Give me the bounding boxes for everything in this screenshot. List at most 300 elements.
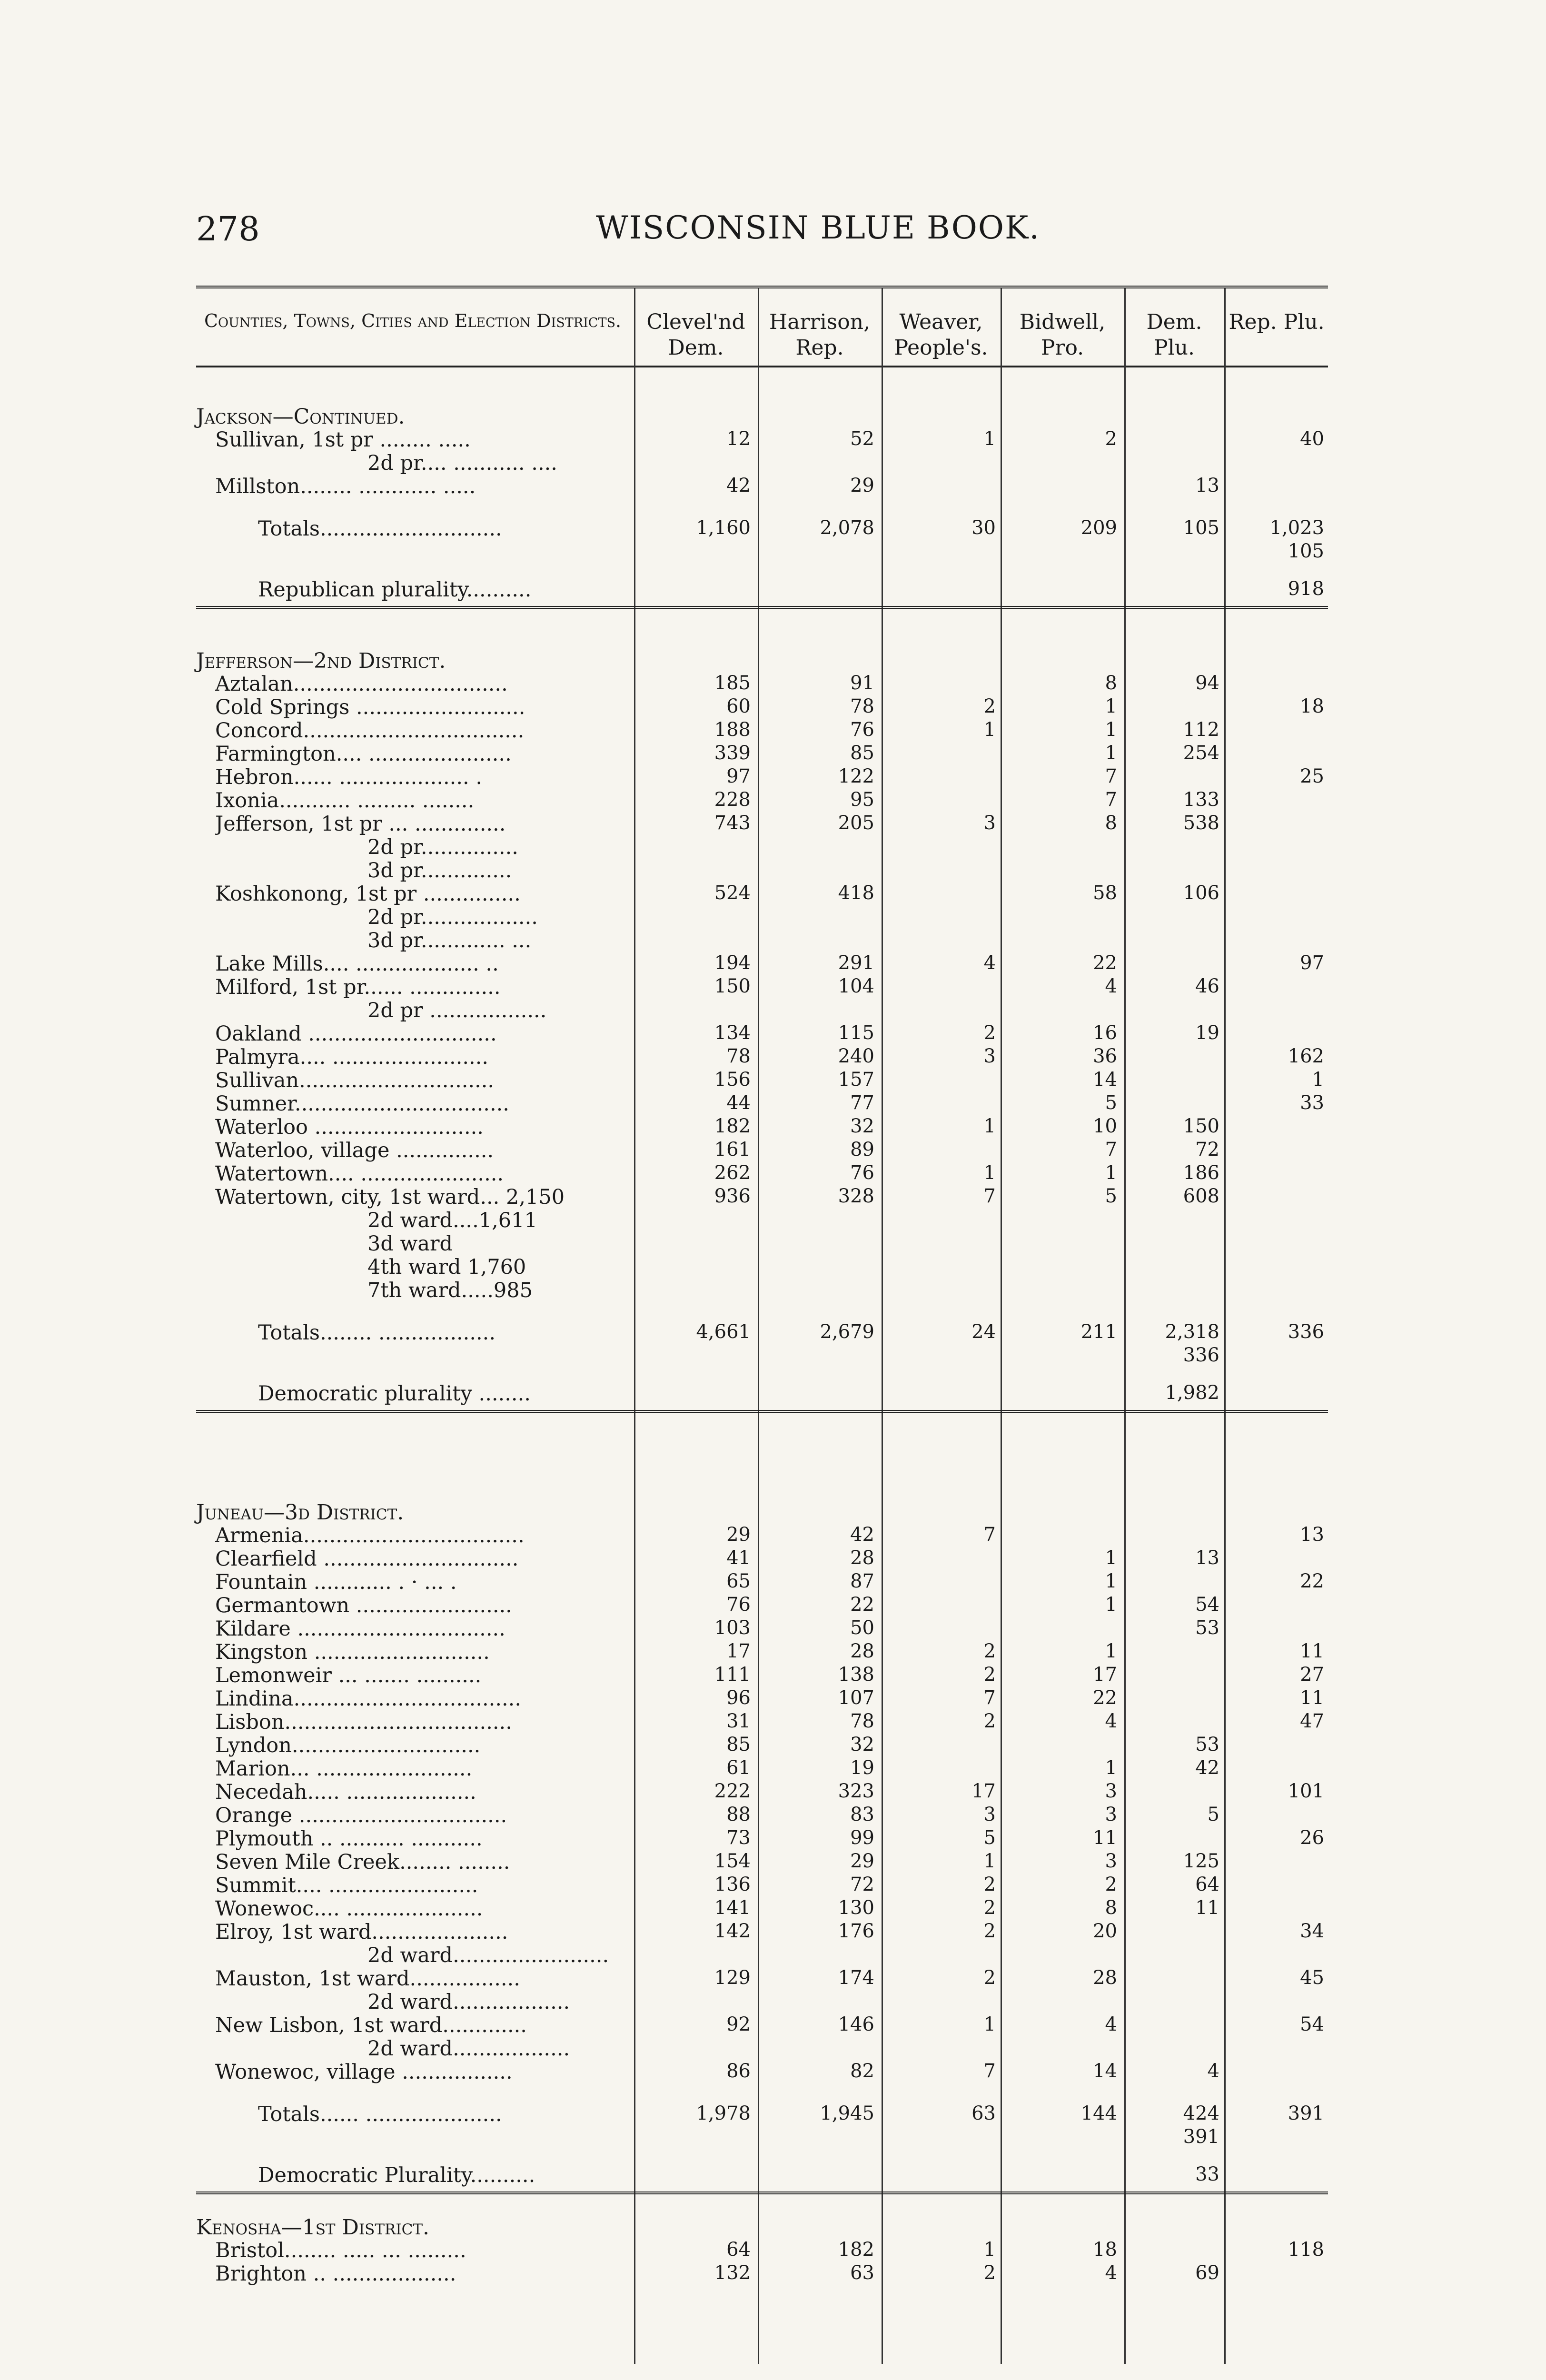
cell-dem: 12	[726, 428, 751, 450]
district-name: 2d ward........................	[367, 1944, 609, 1967]
cell-dem: 97	[726, 765, 751, 787]
cell-rep: 42	[850, 1524, 874, 1546]
cell-dplu: 538	[1183, 812, 1219, 834]
district-name: Kildare ................................	[215, 1617, 505, 1641]
total-rep: 2,679	[820, 1321, 874, 1343]
district-name: Lindina...................................	[215, 1687, 522, 1711]
cell-dplu: 64	[1195, 1874, 1219, 1895]
cell-dem: 743	[714, 812, 751, 834]
cell-dem: 185	[714, 672, 751, 694]
plurality-row	[196, 578, 1328, 601]
cell-bidwell: 1	[1105, 742, 1117, 764]
cell-rep: 115	[838, 1022, 874, 1044]
cell-rplu: 118	[1288, 2239, 1324, 2261]
cell-rep: 29	[850, 1850, 874, 1872]
header-dem-plu: Dem. Plu.	[1146, 310, 1202, 360]
district-name: 3d ward	[367, 1232, 453, 1256]
cell-dem: 103	[714, 1617, 751, 1639]
table-row	[196, 742, 1328, 765]
district-name: Kingston ...........................	[215, 1640, 490, 1664]
table-row	[196, 859, 1328, 882]
cell-dem: 936	[714, 1185, 751, 1207]
cell-dem: 154	[714, 1850, 751, 1872]
cell-rep: 32	[850, 1734, 874, 1755]
cell-bidwell: 14	[1093, 1069, 1117, 1091]
cell-dem: 156	[714, 1069, 751, 1091]
table-row	[196, 672, 1328, 695]
cell-dplu: 112	[1183, 719, 1219, 741]
district-name: Sullivan, 1st pr ........ .....	[215, 428, 471, 452]
table-row	[196, 1850, 1328, 1873]
cell-rplu: 162	[1288, 1045, 1324, 1067]
table-row	[196, 1920, 1328, 1943]
district-name: Fountain ............ . · ... .	[215, 1570, 457, 1594]
district-name: Plymouth .. .......... ...........	[215, 1827, 483, 1851]
cell-weaver: 4	[983, 952, 996, 974]
cell-bidwell: 17	[1093, 1664, 1117, 1686]
cell-rplu: 11	[1300, 1640, 1324, 1662]
cell-dplu: 254	[1183, 742, 1219, 764]
cell-rplu: 11	[1300, 1687, 1324, 1709]
cell-dplu: 11	[1195, 1897, 1219, 1919]
cell-bidwell: 4	[1105, 975, 1117, 997]
table-row	[196, 1897, 1328, 1920]
cell-dem: 129	[714, 1967, 751, 1989]
table-row	[196, 1664, 1328, 1686]
district-name: 2d pr ..................	[367, 999, 547, 1022]
section-separator	[196, 606, 1328, 609]
cell-bidwell: 22	[1093, 952, 1117, 974]
cell-weaver: 7	[983, 1687, 996, 1709]
table-row	[196, 1827, 1328, 1850]
cell-dem: 182	[714, 1115, 751, 1137]
cell-rplu: 101	[1288, 1780, 1324, 1802]
totals-subtrahend: 391	[1183, 2126, 1219, 2148]
table-row	[196, 695, 1328, 718]
table-row	[196, 1687, 1328, 1710]
district-name: Bristol........ ..... ... .........	[215, 2239, 466, 2262]
cell-rep: 85	[850, 742, 874, 764]
totals-subtrahend: 105	[1288, 540, 1324, 562]
cell-rep: 50	[850, 1617, 874, 1639]
cell-rplu: 13	[1300, 1524, 1324, 1546]
cell-rep: 78	[850, 695, 874, 717]
district-name: Milford, 1st pr...... ..............	[215, 975, 501, 999]
cell-weaver: 17	[971, 1780, 996, 1802]
cell-dplu: 13	[1195, 475, 1219, 496]
table-row	[196, 2060, 1328, 2083]
cell-weaver: 1	[983, 2239, 996, 2261]
page-header	[196, 209, 1328, 252]
cell-rep: 32	[850, 1115, 874, 1137]
cell-dem: 85	[726, 1734, 751, 1755]
cell-bidwell: 28	[1093, 1967, 1117, 1989]
cell-rplu: 40	[1300, 428, 1324, 450]
county-heading: Juneau—3d District.	[196, 1500, 404, 1525]
totals-label: Totals...... .....................	[258, 2102, 502, 2126]
cell-dem: 188	[714, 719, 751, 741]
table-row	[196, 952, 1328, 975]
district-name: Necedah..... ....................	[215, 1780, 476, 1804]
cell-weaver: 2	[983, 1640, 996, 1662]
header-rep-plu: Rep. Plu.	[1229, 310, 1325, 334]
county-heading: Kenosha—1st District.	[196, 2215, 429, 2240]
cell-dem: 142	[714, 1920, 751, 1942]
cell-bidwell: 16	[1093, 1022, 1117, 1044]
cell-bidwell: 14	[1093, 2060, 1117, 2082]
cell-bidwell: 1	[1105, 1547, 1117, 1569]
cell-rplu: 18	[1300, 695, 1324, 717]
plurality-row	[196, 2163, 1328, 2186]
totals-subtrahend: 336	[1183, 1344, 1219, 1366]
header-weaver: Weaver, People's.	[894, 310, 988, 360]
cell-weaver: 1	[983, 1115, 996, 1137]
cell-rplu: 25	[1300, 765, 1324, 787]
cell-rep: 91	[850, 672, 874, 694]
district-name: Lake Mills.... ................... ..	[215, 952, 499, 976]
cell-rep: 95	[850, 789, 874, 811]
cell-rep: 130	[838, 1897, 874, 1919]
table-row	[196, 1279, 1328, 1301]
table-row	[196, 1944, 1328, 1966]
total-rplu: 336	[1288, 1321, 1324, 1343]
cell-rplu: 45	[1300, 1967, 1324, 1989]
cell-dplu: 4	[1207, 2060, 1219, 2082]
cell-rep: 72	[850, 1874, 874, 1895]
cell-weaver: 2	[983, 695, 996, 717]
table-row	[196, 1757, 1328, 1780]
plurality-label: Republican plurality..........	[258, 578, 532, 602]
cell-rep: 174	[838, 1967, 874, 1989]
district-name: Marion... ........................	[215, 1757, 473, 1781]
cell-rep: 77	[850, 1092, 874, 1114]
cell-rep: 104	[838, 975, 874, 997]
cell-dem: 161	[714, 1139, 751, 1160]
total-dplu: 424	[1183, 2102, 1219, 2124]
cell-dplu: 186	[1183, 1162, 1219, 1184]
district-name: Palmyra.... ........................	[215, 1045, 489, 1069]
cell-rep: 418	[838, 882, 874, 904]
table-row	[196, 1162, 1328, 1185]
cell-bidwell: 8	[1105, 672, 1117, 694]
cell-rep: 19	[850, 1757, 874, 1779]
totals-subtraction-row	[196, 540, 1328, 563]
table-row	[196, 1594, 1328, 1616]
table-row	[196, 905, 1328, 928]
district-name: 2d ward..................	[367, 1990, 570, 2014]
district-name: Lemonweir ... ....... ..........	[215, 1664, 482, 1687]
table-row	[196, 1990, 1328, 2013]
cell-rep: 22	[850, 1594, 874, 1616]
cell-rep: 107	[838, 1687, 874, 1709]
cell-bidwell: 18	[1093, 2239, 1117, 2261]
cell-weaver: 1	[983, 428, 996, 450]
cell-bidwell: 58	[1093, 882, 1117, 904]
cell-bidwell: 1	[1105, 695, 1117, 717]
district-name: 2d pr.... ........... ....	[367, 451, 557, 475]
district-name: 2d pr..................	[367, 905, 538, 929]
table-row	[196, 765, 1328, 788]
district-name: 4th ward 1,760	[367, 1255, 526, 1279]
cell-dplu: 54	[1195, 1594, 1219, 1616]
table-row	[196, 1139, 1328, 1161]
cell-dem: 339	[714, 742, 751, 764]
table-row	[196, 1734, 1328, 1756]
cell-weaver: 7	[983, 1524, 996, 1546]
cell-rplu: 54	[1300, 2013, 1324, 2035]
cell-dem: 92	[726, 2013, 751, 2035]
table-row	[196, 999, 1328, 1021]
district-name: Clearfield ..............................	[215, 1547, 519, 1571]
cell-dem: 73	[726, 1827, 751, 1849]
cell-weaver: 3	[983, 812, 996, 834]
table-row	[196, 1710, 1328, 1733]
cell-rep: 138	[838, 1664, 874, 1686]
cell-dem: 132	[714, 2262, 751, 2284]
district-name: Koshkonong, 1st pr ...............	[215, 882, 521, 906]
district-name: Millston........ ............ .....	[215, 475, 476, 498]
cell-dplu: 94	[1195, 672, 1219, 694]
cell-rplu: 34	[1300, 1920, 1324, 1942]
table-row	[196, 2037, 1328, 2060]
cell-bidwell: 10	[1093, 1115, 1117, 1137]
cell-dem: 29	[726, 1524, 751, 1546]
cell-bidwell: 3	[1105, 1850, 1117, 1872]
district-name: Ixonia........... ......... ........	[215, 789, 475, 813]
cell-dem: 41	[726, 1547, 751, 1569]
table-row	[196, 475, 1328, 497]
cell-bidwell: 8	[1105, 1897, 1117, 1919]
cell-dplu: 72	[1195, 1139, 1219, 1160]
header-cleveland: Clevel'nd Dem.	[646, 310, 745, 360]
plurality-label: Democratic plurality ........	[258, 1382, 531, 1406]
section-separator	[196, 1410, 1328, 1413]
table-row	[196, 789, 1328, 812]
cell-dplu: 69	[1195, 2262, 1219, 2284]
cell-rep: 328	[838, 1185, 874, 1207]
plurality-value: 1,982	[1165, 1382, 1219, 1404]
district-name: Lyndon.............................	[215, 1734, 481, 1757]
table-row	[196, 1232, 1328, 1255]
header-counties: Counties, Towns, Cities and Election Districts.	[204, 310, 622, 331]
district-name: Orange ................................	[215, 1804, 507, 1827]
cell-dem: 222	[714, 1780, 751, 1802]
table-row	[196, 1045, 1328, 1068]
cell-bidwell: 5	[1105, 1185, 1117, 1207]
cell-weaver: 2	[983, 1967, 996, 1989]
county-heading: Jackson—Continued.	[196, 405, 405, 429]
total-rep: 1,945	[820, 2102, 874, 2124]
cell-weaver: 3	[983, 1045, 996, 1067]
cell-weaver: 7	[983, 1185, 996, 1207]
totals-subtraction-row	[196, 2126, 1328, 2149]
district-name: Oakland .............................	[215, 1022, 497, 1046]
district-name: Jefferson, 1st pr ... ..............	[215, 812, 506, 836]
cell-bidwell: 1	[1105, 1757, 1117, 1779]
totals-row	[196, 2102, 1328, 2125]
table-row	[196, 1967, 1328, 1990]
total-rplu: 391	[1288, 2102, 1324, 2124]
cell-bidwell: 1	[1105, 1162, 1117, 1184]
section-separator	[196, 2192, 1328, 2194]
table-row	[196, 1804, 1328, 1826]
total-bidwell: 211	[1080, 1321, 1117, 1343]
cell-rep: 89	[850, 1139, 874, 1160]
cell-dem: 96	[726, 1687, 751, 1709]
cell-weaver: 2	[983, 1710, 996, 1732]
table-row	[196, 1255, 1328, 1278]
cell-rep: 323	[838, 1780, 874, 1802]
totals-label: Totals........ ..................	[258, 1321, 496, 1345]
table-top-rule	[196, 286, 1328, 288]
cell-rep: 146	[838, 2013, 874, 2035]
cell-bidwell: 5	[1105, 1092, 1117, 1114]
district-name: Summit.... .......................	[215, 1874, 478, 1897]
header-harrison: Harrison, Rep.	[769, 310, 871, 360]
district-name: Seven Mile Creek........ ........	[215, 1850, 510, 1874]
cell-rep: 182	[838, 2239, 874, 2261]
header-bidwell: Bidwell, Pro.	[1019, 310, 1106, 360]
total-weaver: 63	[971, 2102, 996, 2124]
total-dem: 4,661	[696, 1321, 751, 1343]
table-row	[196, 812, 1328, 835]
running-title: WISCONSIN BLUE BOOK.	[596, 209, 1041, 246]
cell-weaver: 2	[983, 1874, 996, 1895]
cell-rep: 76	[850, 1162, 874, 1184]
district-name: Brighton .. ...................	[215, 2262, 456, 2286]
cell-dplu: 46	[1195, 975, 1219, 997]
cell-bidwell: 3	[1105, 1804, 1117, 1825]
cell-rep: 52	[850, 428, 874, 450]
cell-dem: 111	[714, 1664, 751, 1686]
cell-bidwell: 1	[1105, 1640, 1117, 1662]
plurality-row	[196, 1382, 1328, 1405]
district-name: Hebron...... .................... .	[215, 765, 482, 789]
cell-rep: 176	[838, 1920, 874, 1942]
table-row	[196, 2262, 1328, 2285]
district-name: Waterloo, village ...............	[215, 1139, 494, 1162]
cell-dem: 64	[726, 2239, 751, 2261]
cell-rplu: 27	[1300, 1664, 1324, 1686]
cell-dplu: 13	[1195, 1547, 1219, 1569]
cell-dplu: 19	[1195, 1022, 1219, 1044]
cell-rplu: 33	[1300, 1092, 1324, 1114]
cell-rep: 122	[838, 765, 874, 787]
cell-weaver: 5	[983, 1827, 996, 1849]
district-name: 2d ward..................	[367, 2037, 570, 2061]
cell-rep: 29	[850, 475, 874, 496]
cell-bidwell: 7	[1105, 765, 1117, 787]
district-name: 7th ward.....985	[367, 1279, 533, 1302]
cell-dplu: 150	[1183, 1115, 1219, 1137]
district-name: Waterloo ..........................	[215, 1115, 484, 1139]
plurality-value: 918	[1288, 578, 1324, 600]
total-dem: 1,160	[696, 517, 751, 539]
cell-bidwell: 2	[1105, 428, 1117, 450]
cell-rep: 82	[850, 2060, 874, 2082]
cell-dplu: 5	[1207, 1804, 1219, 1825]
cell-bidwell: 1	[1105, 719, 1117, 741]
county-heading: Jefferson—2nd District.	[196, 649, 446, 673]
district-name: New Lisbon, 1st ward.............	[215, 2013, 527, 2037]
cell-weaver: 2	[983, 1022, 996, 1044]
cell-dem: 44	[726, 1092, 751, 1114]
cell-dplu: 608	[1183, 1185, 1219, 1207]
district-name: Aztalan.................................	[215, 672, 508, 696]
total-rplu: 1,023	[1269, 517, 1324, 539]
cell-bidwell: 1	[1105, 1594, 1117, 1616]
district-name: Sullivan..............................	[215, 1069, 495, 1092]
cell-rep: 76	[850, 719, 874, 741]
totals-row	[196, 517, 1328, 540]
district-name: Cold Springs ..........................	[215, 695, 525, 719]
cell-rplu: 1	[1312, 1069, 1324, 1091]
cell-dem: 76	[726, 1594, 751, 1616]
cell-dem: 150	[714, 975, 751, 997]
table-row	[196, 2239, 1328, 2261]
cell-dem: 88	[726, 1804, 751, 1825]
table-row	[196, 1570, 1328, 1593]
cell-dem: 141	[714, 1897, 751, 1919]
table-row	[196, 1209, 1328, 1231]
table-row	[196, 1022, 1328, 1045]
district-name: Sumner.................................	[215, 1092, 509, 1116]
district-name: Armenia..................................	[215, 1524, 525, 1547]
cell-dem: 262	[714, 1162, 751, 1184]
table-row	[196, 1115, 1328, 1138]
totals-row	[196, 1321, 1328, 1344]
table-row	[196, 1524, 1328, 1547]
table-row	[196, 451, 1328, 474]
district-name: Wonewoc, village .................	[215, 2060, 513, 2084]
cell-dem: 42	[726, 475, 751, 496]
table-row	[196, 1069, 1328, 1091]
cell-weaver: 2	[983, 1920, 996, 1942]
district-name: Watertown, city, 1st ward... 2,150	[215, 1185, 565, 1209]
total-weaver: 24	[971, 1321, 996, 1343]
cell-rep: 87	[850, 1570, 874, 1592]
table-row	[196, 1185, 1328, 1208]
table-row	[196, 1547, 1328, 1570]
cell-bidwell: 1	[1105, 1570, 1117, 1592]
cell-dem: 228	[714, 789, 751, 811]
total-bidwell: 144	[1080, 2102, 1117, 2124]
district-name: Mauston, 1st ward.................	[215, 1967, 520, 1991]
cell-rep: 83	[850, 1804, 874, 1825]
total-dem: 1,978	[696, 2102, 751, 2124]
cell-dem: 31	[726, 1710, 751, 1732]
cell-weaver: 1	[983, 719, 996, 741]
cell-weaver: 7	[983, 2060, 996, 2082]
cell-dplu: 42	[1195, 1757, 1219, 1779]
cell-bidwell: 7	[1105, 1139, 1117, 1160]
cell-weaver: 3	[983, 1804, 996, 1825]
district-name: Elroy, 1st ward.....................	[215, 1920, 508, 1944]
cell-rep: 28	[850, 1640, 874, 1662]
table-row	[196, 719, 1328, 742]
total-bidwell: 209	[1080, 517, 1117, 539]
cell-dem: 134	[714, 1022, 751, 1044]
header-bottom-rule	[196, 366, 1328, 367]
cell-dem: 86	[726, 2060, 751, 2082]
district-name: 2d pr...............	[367, 835, 518, 859]
table-row	[196, 1640, 1328, 1663]
district-name: Watertown.... ......................	[215, 1162, 504, 1186]
total-dplu: 105	[1183, 517, 1219, 539]
district-name: Lisbon...................................	[215, 1710, 512, 1734]
cell-rep: 205	[838, 812, 874, 834]
cell-rplu: 47	[1300, 1710, 1324, 1732]
